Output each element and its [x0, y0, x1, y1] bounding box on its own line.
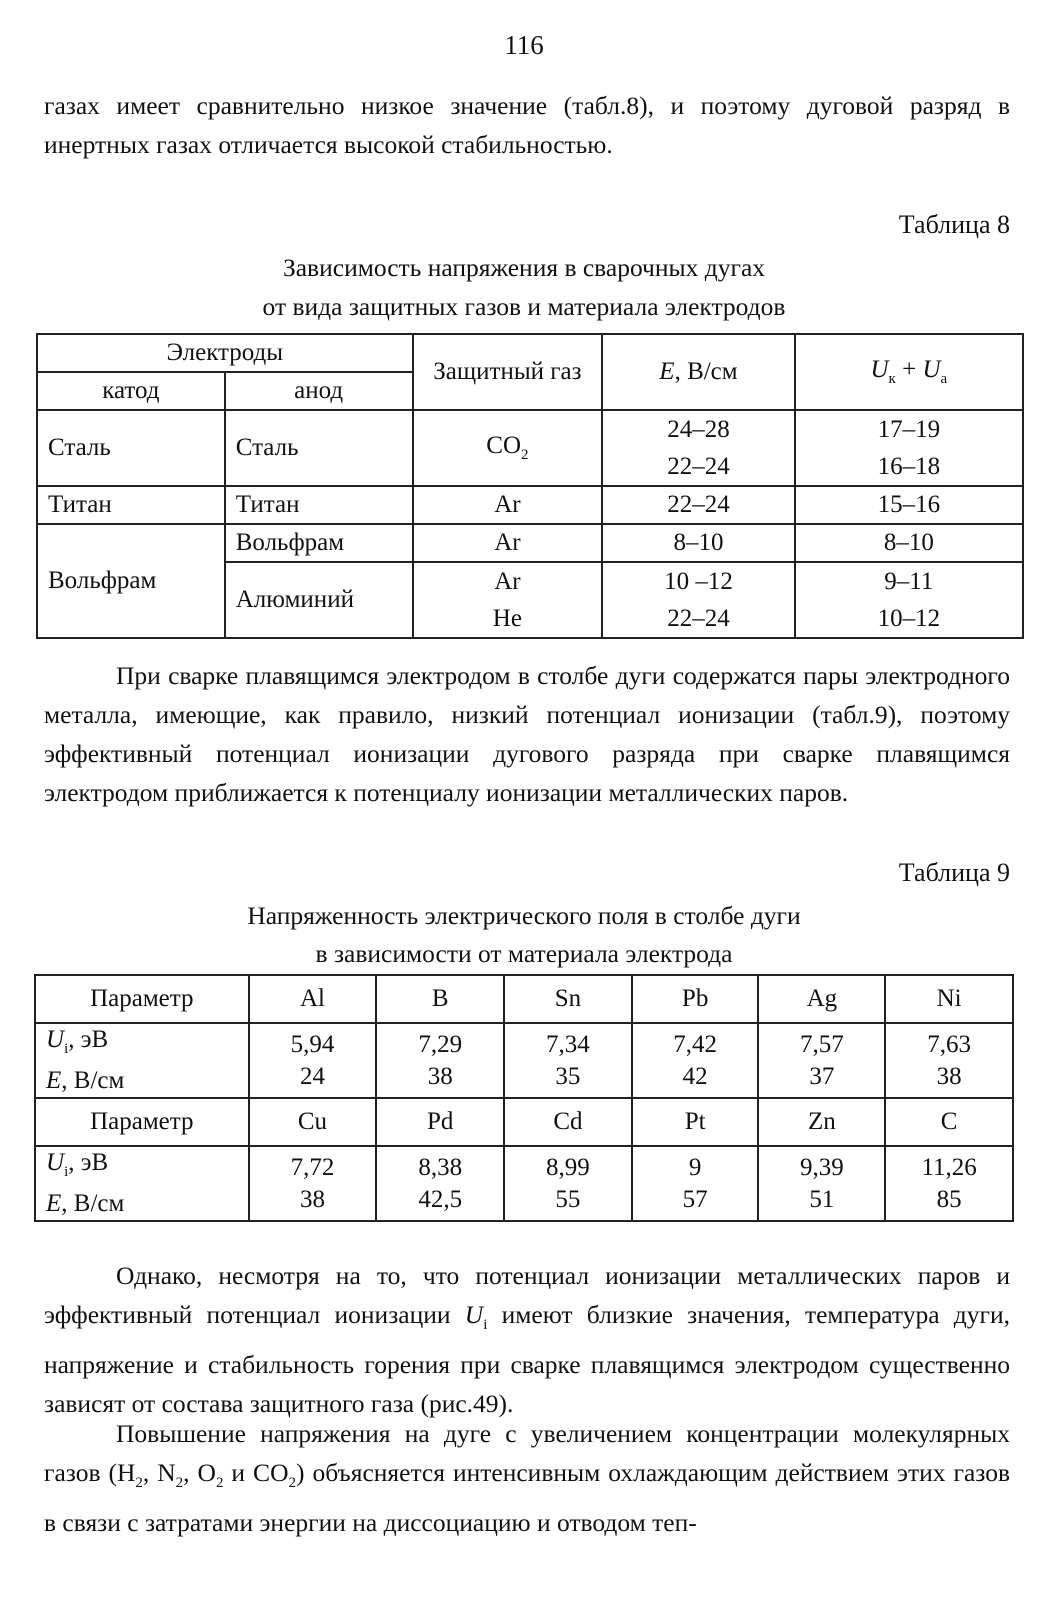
- w-e: 8–10: [602, 524, 794, 562]
- table9-header-row-2: [35, 1098, 1013, 1146]
- al-e2: 22–24: [667, 605, 730, 632]
- element-c: C: [885, 1098, 1013, 1146]
- table9-data-row-2: [35, 1146, 1013, 1221]
- ui-b: 7,29: [418, 1030, 463, 1058]
- steel-e2: 22–24: [667, 453, 730, 480]
- paragraph-low1-part-a: Однако, несмотря на то, что потенциал ионизации металлических паров и эффективный потенциал ионизации: [44, 1261, 1010, 1329]
- al-gas1: Ar: [494, 568, 521, 595]
- paragraph-low2-part-c: , O: [183, 1458, 216, 1487]
- ui-pt: 9: [688, 1153, 702, 1181]
- table9-caption-line2: в зависимости от материала электрода: [315, 939, 733, 968]
- ti-gas: Ar: [413, 486, 603, 524]
- element-al: Al: [249, 975, 377, 1023]
- steel-u2: 16–18: [877, 453, 941, 480]
- al-anode: Алюминий: [225, 562, 413, 638]
- cell-ag: [758, 1023, 885, 1098]
- steel-cathode: Сталь: [37, 410, 225, 486]
- cell-pt: [632, 1146, 759, 1221]
- header-anode: анод: [225, 372, 413, 410]
- ti-e: 22–24: [602, 486, 794, 524]
- element-pd: Pd: [376, 1098, 504, 1146]
- ti-u: 15–16: [795, 486, 1023, 524]
- e-unit-2: , В/см: [61, 1190, 125, 1217]
- cell-al: [249, 1023, 377, 1098]
- paragraph-low2-part-b: , N: [142, 1458, 176, 1487]
- element-cu: Cu: [249, 1098, 377, 1146]
- element-ni: Ni: [885, 975, 1013, 1023]
- ti-anode: Титан: [225, 486, 413, 524]
- paragraph-low2-part-e: ) объясняется интенсивным охлаждающим действием этих газов в связи с затратами энергии на диссоциацию и отводом теп-: [44, 1458, 1011, 1538]
- steel-gas: [413, 410, 603, 486]
- cell-pb: [632, 1023, 759, 1098]
- header-gas: Защитный газ: [413, 334, 603, 410]
- e-al: 24: [299, 1062, 325, 1090]
- ti-cathode: Титан: [37, 486, 225, 524]
- table9-header-row-1: [35, 975, 1013, 1023]
- element-zn: Zn: [758, 1098, 885, 1146]
- header-ua-var: U: [922, 356, 941, 383]
- ui-al: 5,94: [290, 1030, 335, 1058]
- header-uk-sub: к: [888, 371, 896, 387]
- e-pd: 42,5: [418, 1185, 463, 1213]
- ui-c: 11,26: [921, 1153, 977, 1181]
- table9-label: Таблица 9: [898, 858, 1010, 887]
- header-cathode: катод: [37, 372, 225, 410]
- paragraph-low1-part-b: имеют близкие значения, температура дуги, напряжение и стабильность горения при сварке плавящимся электродом существенно зависят от состава защитного газа (рис.49).: [44, 1300, 1010, 1419]
- table9: [34, 974, 1014, 1222]
- element-pt: Pt: [632, 1098, 759, 1146]
- cell-cd: [504, 1146, 632, 1221]
- paragraph-top-line1: газах имеет сравнительно низкое значение (табл.8), и поэтому дуговой разряд в: [44, 91, 1010, 120]
- paragraph-top-line2: инертных газах отличается высокой стабильностью.: [44, 130, 613, 159]
- param-label-2: Параметр: [35, 1098, 249, 1146]
- ui-sub-1: i: [64, 1041, 69, 1057]
- header-plus: +: [895, 356, 923, 383]
- e-zn: 51: [809, 1185, 835, 1213]
- table9-caption-line1: Напряженность электрического поля в столбе дуги: [247, 901, 801, 930]
- element-ag: Ag: [758, 975, 885, 1023]
- e-pt: 57: [682, 1185, 708, 1213]
- w-cathode: Вольфрам: [37, 524, 225, 638]
- ui-unit-2: , эВ: [68, 1149, 109, 1176]
- al-gas: [413, 562, 603, 638]
- e-cu: 38: [299, 1185, 325, 1213]
- cell-zn: [758, 1146, 885, 1221]
- table9-data-row-1: [35, 1023, 1013, 1098]
- steel-gas-base: CO: [486, 432, 521, 459]
- paragraph-low1: [44, 1256, 1010, 1423]
- ui-unit-1: , эВ: [68, 1026, 109, 1053]
- row-labels-1: [35, 1023, 249, 1098]
- e-sn: 35: [555, 1062, 581, 1090]
- ui-ni: 7,63: [927, 1030, 971, 1058]
- paragraph-low2-part-a: Повышение напряжения на дуге с увеличением концентрации молекулярных газов (H: [44, 1419, 1010, 1487]
- paragraph-low2-sub3: 2: [215, 1475, 224, 1492]
- ui-var-2: U: [46, 1149, 65, 1176]
- e-var-2: E: [46, 1190, 62, 1217]
- page-number: 116: [504, 30, 544, 60]
- ui-sn: 7,34: [546, 1030, 590, 1058]
- e-cd: 55: [555, 1185, 581, 1213]
- steel-gas-sub: 2: [521, 447, 529, 463]
- header-e-var: E: [659, 358, 675, 385]
- w-u: 8–10: [795, 524, 1023, 562]
- e-b: 38: [427, 1062, 453, 1090]
- paragraph-low1-var: U: [464, 1300, 484, 1329]
- header-u: [795, 334, 1023, 410]
- e-unit-1: , В/см: [61, 1067, 125, 1094]
- cell-b: [376, 1023, 504, 1098]
- al-e: [602, 562, 794, 638]
- e-var-1: E: [46, 1067, 62, 1094]
- paragraph-low2: [44, 1414, 1010, 1542]
- ui-pd: 8,38: [418, 1153, 463, 1181]
- paragraph-top: [44, 86, 1010, 164]
- paragraph-low2-part-d: и CO: [223, 1458, 289, 1487]
- element-sn: Sn: [504, 975, 632, 1023]
- al-gas2: He: [492, 605, 522, 632]
- paragraph-low1-sub: i: [483, 1317, 488, 1334]
- header-e-unit: , В/см: [674, 358, 738, 385]
- steel-u1: 17–19: [877, 416, 941, 443]
- table8-label: Таблица 8: [898, 210, 1010, 239]
- steel-e: [602, 410, 794, 486]
- e-ni: 38: [936, 1062, 962, 1090]
- table8-caption-line1: Зависимость напряжения в сварочных дугах: [282, 253, 766, 282]
- header-electrodes: Электроды: [37, 334, 413, 372]
- al-u: [795, 562, 1023, 638]
- ui-zn: 9,39: [799, 1153, 844, 1181]
- ui-ag: 7,57: [799, 1030, 844, 1058]
- paragraph-low2-sub2: 2: [175, 1475, 184, 1492]
- al-u1: 9–11: [884, 568, 934, 595]
- e-pb: 42: [682, 1062, 708, 1090]
- element-b: B: [376, 975, 504, 1023]
- row-labels-2: [35, 1146, 249, 1221]
- steel-u: [795, 410, 1023, 486]
- cell-c: [885, 1146, 1013, 1221]
- w-anode: Вольфрам: [225, 524, 413, 562]
- cell-sn: [504, 1023, 632, 1098]
- ui-pb: 7,42: [673, 1030, 717, 1058]
- element-cd: Cd: [504, 1098, 632, 1146]
- header-ua-sub: а: [940, 371, 948, 387]
- paragraph-low2-sub4: 2: [288, 1475, 296, 1492]
- table8: [36, 333, 1024, 639]
- al-u2: 10–12: [877, 605, 941, 632]
- cell-cu: [249, 1146, 377, 1221]
- ui-cd: 8,99: [546, 1153, 590, 1181]
- paragraph-low2-sub1: 2: [135, 1475, 143, 1492]
- element-pb: Pb: [632, 975, 759, 1023]
- ui-sub-2: i: [64, 1164, 69, 1180]
- steel-anode: Сталь: [225, 410, 413, 486]
- cell-ni: [885, 1023, 1013, 1098]
- ui-var-1: U: [46, 1026, 65, 1053]
- header-uk-var: U: [870, 356, 889, 383]
- table8-caption-line2: от вида защитных газов и материала электродов: [262, 292, 786, 321]
- paragraph-mid: При сварке плавящимся электродом в столбе дуги содержатся пары электродного металла, имеющие, как правило, низкий потенциал ионизации (табл.9), поэтому эффективный потенциал ионизации дугового разряда при сварке плавящимся электродом приближается к потенциалу ионизации металлических паров.: [44, 661, 1010, 807]
- e-ag: 37: [809, 1062, 835, 1090]
- ui-cu: 7,72: [290, 1153, 335, 1181]
- header-e: [602, 334, 794, 410]
- e-c: 85: [936, 1185, 962, 1213]
- param-label-1: Параметр: [35, 975, 249, 1023]
- w-gas: Ar: [413, 524, 603, 562]
- steel-e1: 24–28: [667, 416, 730, 443]
- al-e1: 10 –12: [664, 568, 733, 595]
- cell-pd: [376, 1146, 504, 1221]
